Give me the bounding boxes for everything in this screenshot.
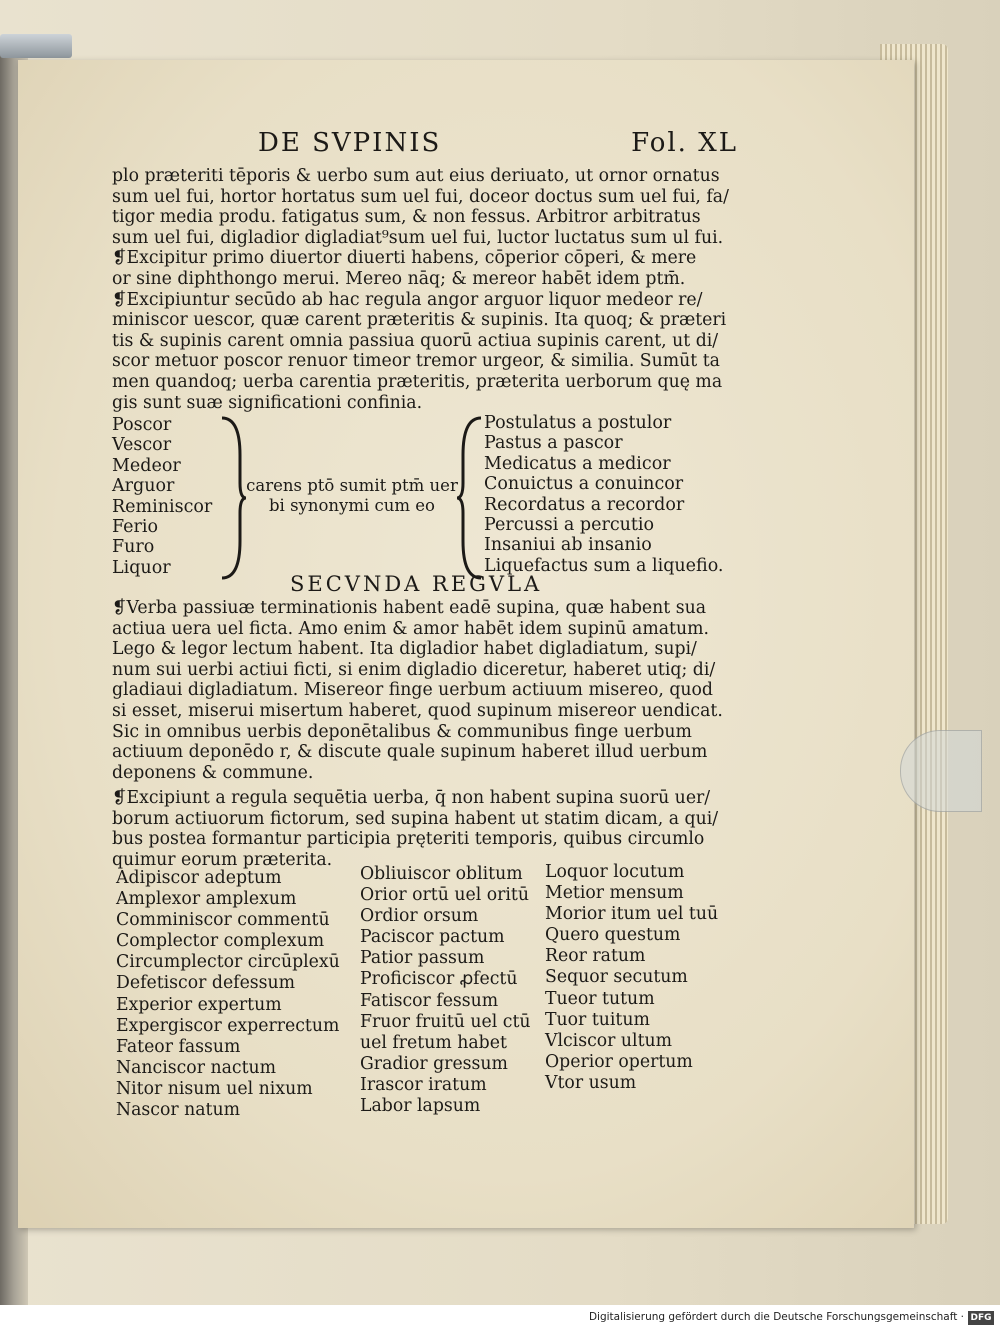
paragraph-2 [112,598,738,783]
folio-number: Fol. XL [631,128,738,158]
credit-text: Digitalisierung gefördert durch die Deutsche Forschungsgemeinschaft · [588,1311,964,1323]
verb-entry: Loquor locutum [545,862,685,882]
text-line: ❡Excipiuntur secūdo ab hac regula angor arguor liquor medeor re/ [112,289,703,310]
verb-entry: Vlciscor ultum [545,1030,673,1051]
verb-entry: Recordatus a recordor [484,494,685,515]
brace-middle-text [238,476,466,516]
page-clip [0,34,72,58]
verb-entry: Ferio [112,516,159,537]
verb-entry: Vtor usum [545,1072,637,1093]
verb-entry: Irascor iratum [360,1074,487,1095]
verb-entry: Tuor tuitum [545,1009,650,1030]
header-title: DE SVPINIS [258,128,442,158]
verb-entry: Fruor fruitū uel ctū [360,1011,531,1032]
text-line: actiua uera uel ficta. Amo enim & amor habēt idem supinū amatum. [112,618,710,639]
verb-entry: Orior ortū uel oritū [360,885,529,906]
brace-right-list [484,413,724,576]
subheading: SECVNDA REGVLA [290,572,543,596]
verb-entry: Arguor [112,476,175,497]
verb-entry: Paciscor pactum [360,927,505,948]
verb-entry: Comminiscor commentū [116,910,330,931]
text-line: ❡Verba passiuæ terminationis habent eadē supina, quæ habent sua [112,598,707,618]
text-line: sum uel fui, hortor hortatus sum uel fui, doceor doctus sum uel fui, fa/ [112,186,729,207]
verb-entry: Nanciscor nactum [116,1057,277,1078]
verb-entry: uel fretum habet [360,1032,507,1053]
verb-entry: Vescor [112,435,172,456]
verb-entry: Percussi a percutio [484,514,655,535]
verb-entry: Operior opertum [545,1051,693,1072]
paragraph-3 [112,788,738,870]
verb-entry: Liquor [112,557,171,578]
brace-left-list [112,415,212,578]
verb-entry: Quero questum [545,925,681,946]
verb-entry: Furo [112,537,155,558]
text-line: deponens & commune. [112,762,314,783]
verb-entry: Gradior gressum [360,1053,508,1074]
verb-entry: Metior mensum [545,883,684,904]
verb-entry: Postulatus a postulor [484,413,672,433]
verb-entry: Fatiscor fessum [360,990,499,1011]
text-line: gladiaui digladiatum. Misereor finge uerbum actiuum misereo, quod [112,680,713,701]
paragraph-1 [112,166,738,413]
verb-entry: Labor lapsum [360,1096,481,1117]
text-line: ❡Excipitur primo diuertor diuerti habens, cōperior cōperi, & mere [112,248,697,269]
verb-entry: Obliuiscor oblitum [360,864,523,884]
text-line: scor metuor poscor renuor timeor tremor urgeor, & similia. Sumūt ta [112,351,720,372]
text-line: or sine diphthongo merui. Mereo nāq; & mereor habēt idem ptm̄. [112,268,686,289]
verb-entry: Adipiscor adeptum [116,868,282,888]
text-line: bus postea formantur participia pręteriti temporis, quibus circumlo [112,829,705,850]
verb-entry: Insaniui ab insanio [484,535,652,556]
verb-entry: Patior passum [360,948,485,969]
verb-entry: Defetiscor defessum [116,973,296,994]
text-line: tis & supinis carent omnia passiua quorū actiua supinis carent, ut di/ [112,330,719,351]
verb-entry: Conuictus a conuincor [484,474,684,495]
text-line: plo præteriti tēporis & uerbo sum aut eius deriuato, ut ornor ornatus [112,166,720,186]
text-line: quimur eorum præterita. [112,849,333,870]
right-brace [455,415,485,581]
verb-entry: Expergiscor experrectum [116,1015,340,1036]
verb-column-3 [545,862,718,1094]
verb-entry: Medeor [112,455,181,476]
verb-entry: Amplexor amplexum [116,889,297,910]
verb-entry: Nitor nisum uel nixum [116,1078,313,1099]
credit-bar [0,1305,1000,1332]
verb-entry: Ordior orsum [360,906,479,927]
verb-entry: Complector complexum [116,931,325,952]
running-header [258,128,738,162]
verb-entry: Sequor secutum [545,967,688,988]
verb-entry: Reminiscor [112,496,213,517]
text-line: sum uel fui, digladior digladiat⁹sum uel fui, luctor luctatus sum ul fui. [112,227,724,248]
note-line: carens ptō sumit ptm̄ uer [246,476,458,495]
verb-entry: Nascor natum [116,1100,241,1121]
text-line: actiuum deponēdo r, & discute quale supinum haberet illud uerbum [112,742,708,763]
verb-entry: Pastus a pascor [484,433,623,454]
verb-entry: Experior expertum [116,994,282,1015]
text-line: tigor media produ. fatigatus sum, & non fessus. Arbitror arbitratus [112,207,701,228]
verb-entry: Poscor [112,415,172,435]
text-line: Sic in omnibus uerbis deponētalibus & communibus finge uerbum [112,721,692,742]
verb-entry: Tueor tutum [545,988,655,1009]
dfg-logo: DFG [968,1311,994,1325]
text-line: Lego & legor lectum habent. Ita digladior habet digladiatum, supi/ [112,639,697,660]
note-line: bi synonymi cum eo [268,496,435,515]
text-line: num sui uerbi actiui ficti, si enim digladio diceretur, haberet utiq; di/ [112,659,716,680]
text-line: borum actiuorum fictorum, sed supina habent ut statim dicam, a qui/ [112,808,719,829]
verb-entry: Morior itum uel tuū [545,904,719,925]
verb-entry: Circumplector circūplexū [116,952,340,973]
text-line: gis sunt suæ significationi confinia. [112,392,423,413]
text-line: men quandoq; uerba carentia præteritis, præterita uerborum quę ma [112,371,723,392]
verb-column-1 [116,868,340,1121]
text-line: si esset, miserui misertum haberet, quod supinum misereor uendicat. [112,700,723,721]
verb-entry: Medicatus a medicor [484,453,671,474]
text-line: ❡Excipiunt a regula sequētia uerba, q̄ non habent supina suorū uer/ [112,788,711,808]
verb-column-2 [360,864,531,1117]
verb-entry: Proficiscor ꝓfectū [360,969,518,990]
text-line: miniscor uescor, quæ carent præteritis & supinis. Ita quoq; & præteri [112,310,727,331]
verb-entry: Fateor fassum [116,1036,241,1057]
verb-entry: Liquefactus sum a liquefio. [484,555,724,576]
verb-entry: Reor ratum [545,946,646,967]
page-tab [900,730,982,812]
